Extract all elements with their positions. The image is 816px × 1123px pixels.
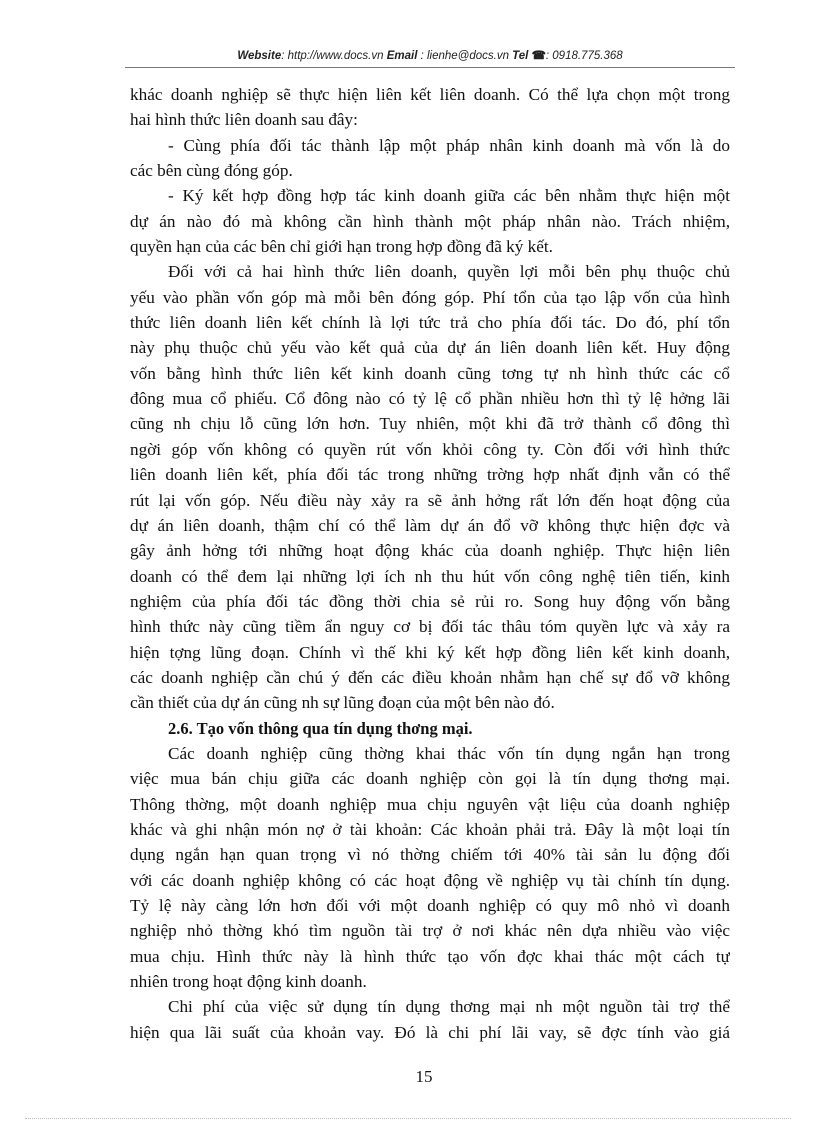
text-line: việc mua bán chịu giữa các doanh nghiệp còn gọi là tín dụng thơng mại.: [130, 769, 730, 789]
document-body: [130, 82, 730, 1045]
text-line: nghiệp nhỏ thờng khó tìm nguồn tài trợ ở nơi khác nên dựa nhiều vào việc: [130, 921, 730, 941]
text-line: Các doanh nghiệp cũng thờng khai thác vốn tín dụng ngắn hạn trong: [168, 743, 730, 763]
paragraph: [130, 994, 730, 1045]
text-line: liên doanh liên kết, phía đối tác trong những trờng hợp nhất định vẫn có thể: [130, 465, 730, 485]
section-heading: [130, 716, 730, 741]
website-url: : http://www.docs.vn: [281, 50, 387, 62]
text-line: hiện tợng lũng đoạn. Chính vì thế khi ký kết hợp đồng liên kết kinh doanh,: [130, 642, 730, 662]
paragraph: [130, 183, 730, 259]
paragraph: [130, 741, 730, 994]
text-line: này phụ thuộc chủ yếu vào kết quả của dự án liên doanh liên kết. Huy động: [130, 338, 730, 358]
text-line: cũng nh chịu lỗ cũng lớn hơn. Tuy nhiên, một khi đã trở thành cổ đông thì: [130, 414, 730, 434]
page-header: [125, 48, 735, 62]
text-line: dụng ngắn hạn quan trọng vì nó thờng chiếm tới 40% tài sản lu động đối: [130, 845, 730, 865]
text-line: mua chịu. Hình thức này là hình thức tạo vốn đợc khai thác một cách tự: [130, 946, 730, 966]
text-line: ngời góp vốn không có quyền rút vốn khỏi công ty. Còn đối với hình thức: [130, 439, 730, 459]
text-line: vốn bằng hình thức liên kết kinh doanh cũng tơng tự nh hình thức các cổ: [130, 363, 730, 383]
text-line: hình thức này cũng tiềm ẩn nguy cơ bị đối tác thâu tóm quyền lực và xảy ra: [130, 617, 730, 637]
email-address: : lienhe@docs.vn: [417, 50, 513, 62]
text-line: các doanh nghiệp cần chú ý đến các điều khoản nhằm hạn chế sự đổ vỡ không: [130, 667, 730, 687]
text-line: khác và ghi nhận món nợ ở tài khoản: Các khoản phải trả. Đây là một loại tín: [130, 819, 730, 839]
website-label: Website: [237, 50, 282, 62]
paragraph: [130, 133, 730, 184]
text-line: Đối với cả hai hình thức liên doanh, quyền lợi mỗi bên phụ thuộc chủ: [168, 262, 730, 282]
text-line: quyền hạn của các bên chỉ giới hạn trong hợp đồng đã ký kết.: [130, 237, 553, 257]
text-line: Tỷ lệ này càng lớn hơn đối với một doanh nghiệp có quy mô nhỏ vì doanh: [130, 896, 730, 915]
text-line: - Ký kết hợp đồng hợp tác kinh doanh giữa các bên nhằm thực hiện một: [168, 186, 730, 206]
text-line: yếu vào phần vốn góp mà mỗi bên đóng góp. Phí tổn của tạo lập vốn của hình: [130, 287, 730, 307]
text-line: hai hình thức liên doanh sau đây:: [130, 110, 358, 130]
paragraph: [130, 259, 730, 715]
tel-label: Tel: [512, 50, 532, 62]
text-line: khác doanh nghiệp sẽ thực hiện liên kết liên doanh. Có thể lựa chọn một trong: [130, 85, 730, 104]
paragraph: [130, 82, 730, 133]
text-line: đông mua cổ phiếu. Cổ đông nào có tỷ lệ cổ phần nhiều hơn thì tỷ lệ hởng lãi: [130, 389, 730, 409]
heading-text: 2.6. Tạo vốn thông qua tín dụng thơng mại.: [168, 718, 473, 738]
text-line: nghiệm của phía đối tác đồng thời chia sẻ rủi ro. Song huy động vốn bằng: [130, 591, 730, 611]
text-line: - Cùng phía đối tác thành lập một pháp nhân kinh doanh mà vốn là do: [168, 135, 730, 155]
text-line: Chi phí của việc sử dụng tín dụng thơng mại nh một nguồn tài trợ thể: [168, 997, 730, 1017]
page-bottom-border: [25, 1118, 791, 1119]
text-line: dự án nào đó mà không cần hình thành một pháp nhân nào. Trách nhiệm,: [130, 211, 730, 231]
text-line: nhiên trong hoạt động kinh doanh.: [130, 972, 367, 992]
text-line: gây ảnh hởng tới những hoạt động khác của doanh nghiệp. Thực hiện liên: [130, 541, 730, 561]
text-line: Thông thờng, một doanh nghiệp mua chịu nguyên vật liệu của doanh nghiệp: [130, 794, 730, 814]
email-label: Email: [386, 50, 418, 62]
text-line: thức liên doanh liên kết chính là lợi tức trả cho phía đối tác. Do đó, phí tổn: [130, 313, 730, 333]
header-rule: [125, 67, 735, 68]
text-line: với các doanh nghiệp không có các hoạt động về nghiệp vụ tài chính tín dụng.: [130, 870, 730, 890]
text-line: cần thiết của dự án cũng nh sự lũng đoạn của một bên nào đó.: [130, 693, 555, 713]
tel-number: : 0918.775.368: [545, 50, 623, 62]
phone-icon: ☎: [531, 50, 546, 62]
page-number: 15: [415, 1067, 433, 1086]
text-line: dự án liên doanh, thậm chí có thể làm dự án đổ vỡ không thực hiện đợc và: [130, 515, 730, 535]
text-line: doanh có thể đem lại những lợi ích nh thu hút vốn công nghệ tiên tiến, kinh: [130, 566, 730, 586]
text-line: rút lại vốn góp. Nếu điều này xảy ra sẽ ảnh hởng rất lớn đến hoạt động của: [130, 490, 730, 510]
text-line: các bên cùng đóng góp.: [130, 161, 293, 181]
text-line: hiện qua lãi suất của khoản vay. Đó là chi phí lãi vay, sẽ đợc tính vào giá: [130, 1022, 730, 1042]
